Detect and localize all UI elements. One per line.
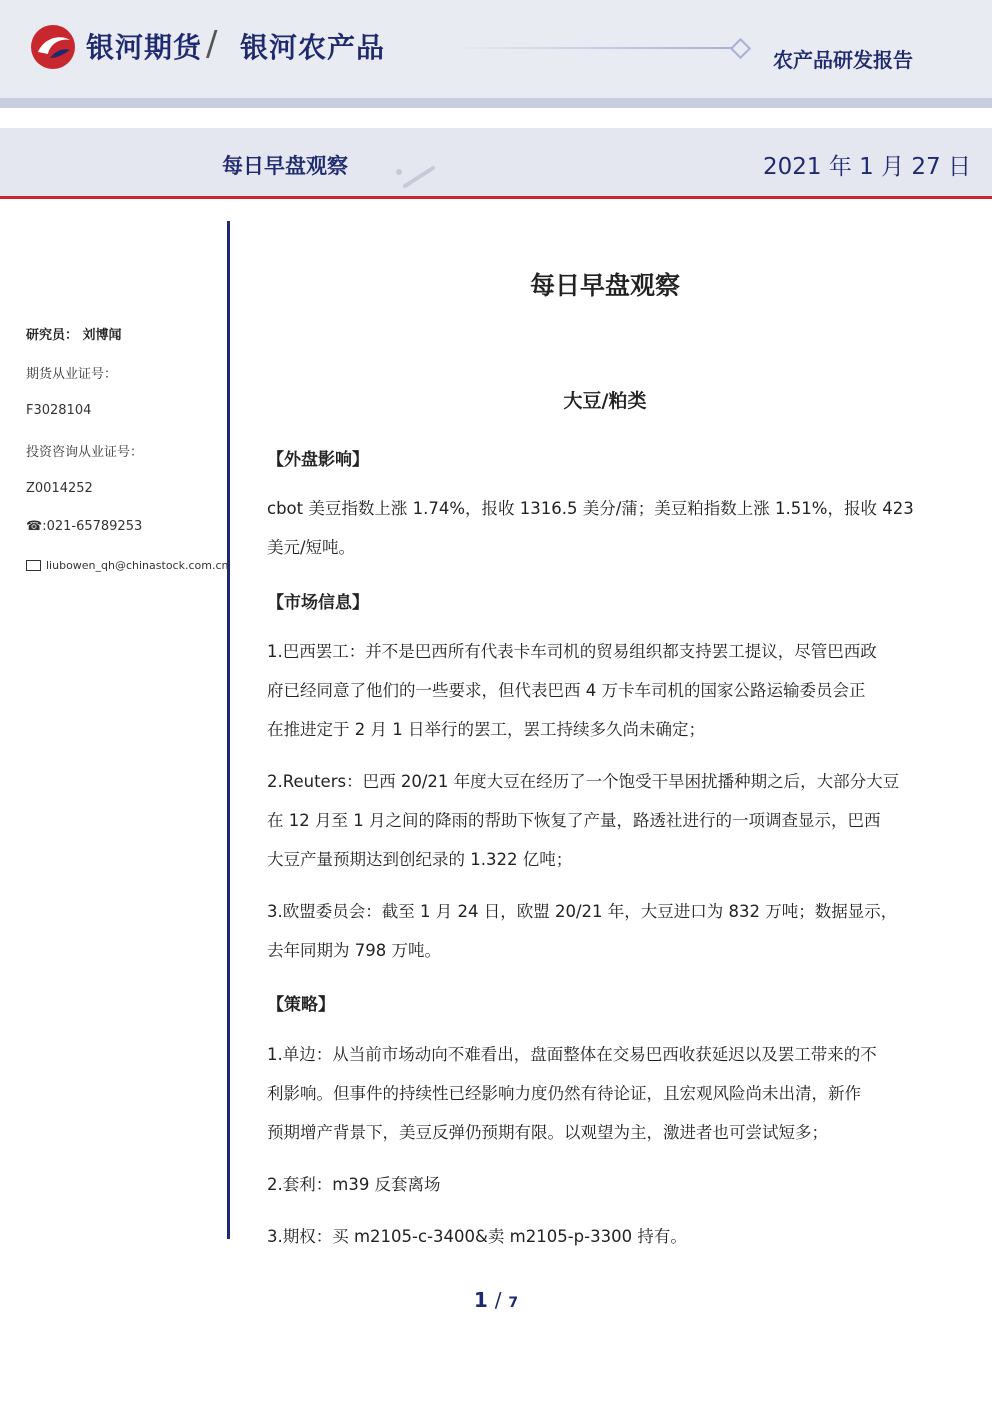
page-separator: / [494, 1288, 502, 1312]
phone-number: ☎:021-65789253 [26, 519, 143, 534]
futures-cert-label: 期货从业证号： [26, 367, 118, 382]
header-divider [0, 98, 992, 108]
section-title: 大豆/粕类 [563, 390, 647, 412]
text-line: 预期增产背景下，美豆反弹仍预期有限。以观望为主，激进者也可尝试短多； [267, 1123, 828, 1142]
text-line: 1.巴西罢工：并不是巴西所有代表卡车司机的贸易组织都支持罢工提议，尽管巴西政 [267, 642, 877, 661]
column-divider [227, 221, 230, 1239]
subheader-title: 每日早盘观察 [222, 154, 348, 178]
page-total: 7 [508, 1295, 519, 1311]
text-line: 美元/短吨。 [267, 538, 356, 557]
galaxy-logo-icon [30, 24, 76, 70]
futures-cert-number: F3028104 [26, 403, 92, 418]
email-address: liubowen_qh@chinastock.com.cn [46, 559, 229, 572]
researcher-name: 研究员： 刘博闻 [26, 328, 122, 343]
text-line: 府已经同意了他们的一些要求，但代表巴西 4 万卡车司机的国家公路运输委员会正 [267, 681, 866, 700]
email-row [26, 559, 228, 572]
text-line: 在推进定于 2 月 1 日举行的罢工，罢工持续多久尚未确定； [267, 720, 705, 739]
heading-strategy: 【策略】 [267, 995, 335, 1015]
header-slash: / [206, 24, 218, 64]
strategy-item-1 [267, 1035, 937, 1152]
market-item-2 [267, 762, 937, 879]
market-item-1 [267, 632, 937, 749]
pen-icon [395, 160, 455, 190]
text-line: 2.Reuters：巴西 20/21 年度大豆在经历了一个饱受干旱困扰播种期之后，大部分大豆 [267, 772, 900, 791]
mail-icon [26, 560, 41, 571]
text-line: 在 12 月至 1 月之间的降雨的帮助下恢复了产量，路透社进行的一项调查显示，巴西 [267, 811, 881, 830]
decorative-line [452, 47, 732, 49]
consult-cert-number: Z0014252 [26, 481, 93, 496]
text-line: 1.单边：从当前市场动向不难看出，盘面整体在交易巴西收获延迟以及罢工带来的不 [267, 1045, 877, 1064]
company-name: 银河期货 [86, 31, 203, 64]
page-current: 1 [473, 1288, 488, 1312]
document-title: 每日早盘观察 [529, 271, 680, 300]
text-line: 利影响。但事件的持续性已经影响力度仍然有待论证，且宏观风险尚未出清，新作 [267, 1084, 861, 1103]
external-impact-text [267, 489, 937, 567]
text-line: cbot 美豆指数上涨 1.74%，报收 1316.5 美分/蒲；美豆粕指数上涨 1.51%，报收 423 [267, 499, 914, 518]
text-line: 3.欧盟委员会：截至 1 月 24 日，欧盟 20/21 年，大豆进口为 832 万吨；数据显示， [267, 902, 898, 921]
page-indicator [0, 1288, 992, 1312]
division-name: 银河农产品 [240, 31, 386, 64]
strategy-item-3: 3.期权：买 m2105-c-3400&卖 m2105-p-3300 持有。 [267, 1227, 687, 1246]
report-date: 2021 年 1 月 27 日 [763, 154, 971, 180]
heading-external-impact: 【外盘影响】 [267, 450, 369, 470]
market-item-3 [267, 892, 937, 970]
heading-market-info: 【市场信息】 [267, 593, 369, 613]
subheader-accent-line [0, 196, 992, 199]
text-line: 大豆产量预期达到创纪录的 1.322 亿吨； [267, 850, 573, 869]
strategy-item-2: 2.套利：m39 反套离场 [267, 1175, 441, 1194]
consult-cert-label: 投资咨询从业证号： [26, 445, 144, 460]
text-line: 去年同期为 798 万吨。 [267, 941, 441, 960]
report-type: 农产品研发报告 [773, 48, 913, 72]
